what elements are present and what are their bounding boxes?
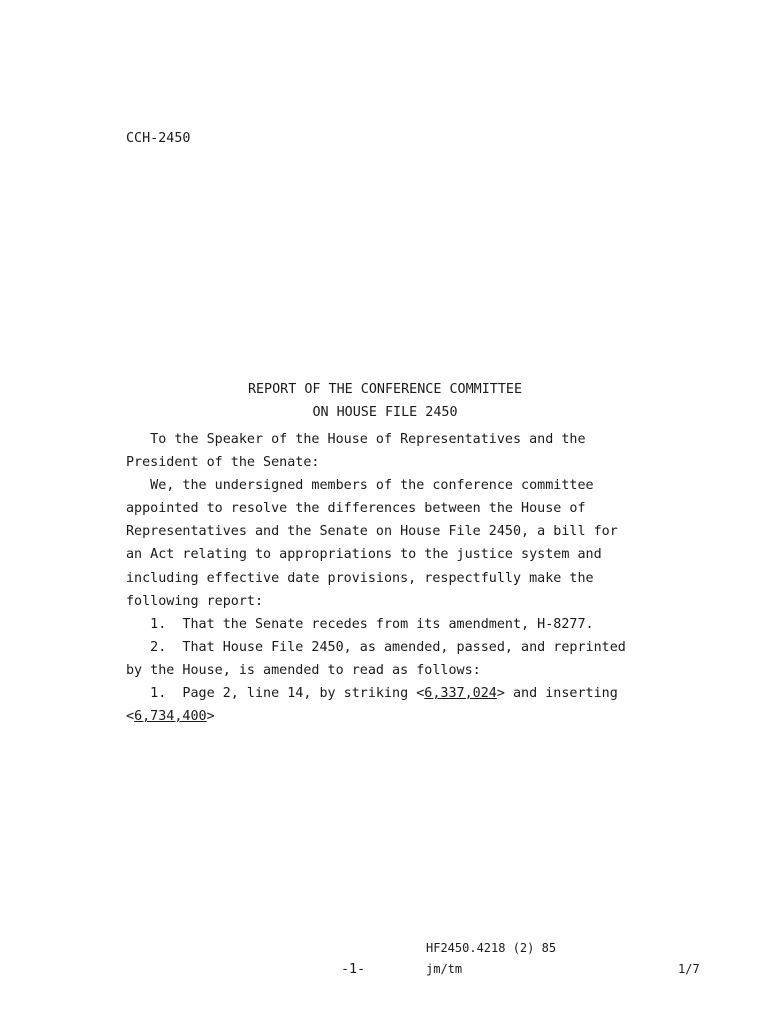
footer-file-code: HF2450.4218 (2) 85 <box>426 941 557 955</box>
report-title: REPORT OF THE CONFERENCE COMMITTEE <box>247 382 523 397</box>
body-text: > <box>206 709 215 725</box>
body-text: 1. Page 2, line 14, by striking < <box>126 686 425 702</box>
body-line: 2. That House File 2450, as amended, passed, and reprinted <box>126 639 626 655</box>
body-line: 1. That the Senate recedes from its amendment, H-8277. <box>126 616 594 632</box>
body-line: an Act relating to appropriations to the justice system and <box>126 547 602 563</box>
body-line: including effective date provisions, respectfully make the <box>126 570 594 586</box>
struck-amount: 6,337,024 <box>424 686 497 702</box>
report-subtitle: ON HOUSE FILE 2450 <box>312 405 458 420</box>
footer-initials: jm/tm <box>426 962 463 976</box>
body-line: by the House, is amended to read as follows: <box>126 662 481 678</box>
document-id: CCH-2450 <box>126 131 191 146</box>
footer-page-count: 1/7 <box>678 962 700 976</box>
body-line: President of the Senate: <box>126 455 320 471</box>
body-text: > and inserting <box>496 686 618 702</box>
body-line: following report: <box>126 593 264 609</box>
body-line <box>126 705 706 728</box>
footer-page-number: -1- <box>341 962 366 977</box>
report-body <box>126 428 706 728</box>
body-text: < <box>126 709 135 725</box>
body-line: Representatives and the Senate on House File 2450, a bill for <box>126 524 618 540</box>
body-line <box>126 682 706 705</box>
body-line: appointed to resolve the differences between the House of <box>126 501 586 517</box>
body-line: We, the undersigned members of the conference committee <box>126 478 594 494</box>
inserted-amount: 6,734,400 <box>134 709 207 725</box>
body-line: To the Speaker of the House of Representatives and the <box>126 432 586 447</box>
